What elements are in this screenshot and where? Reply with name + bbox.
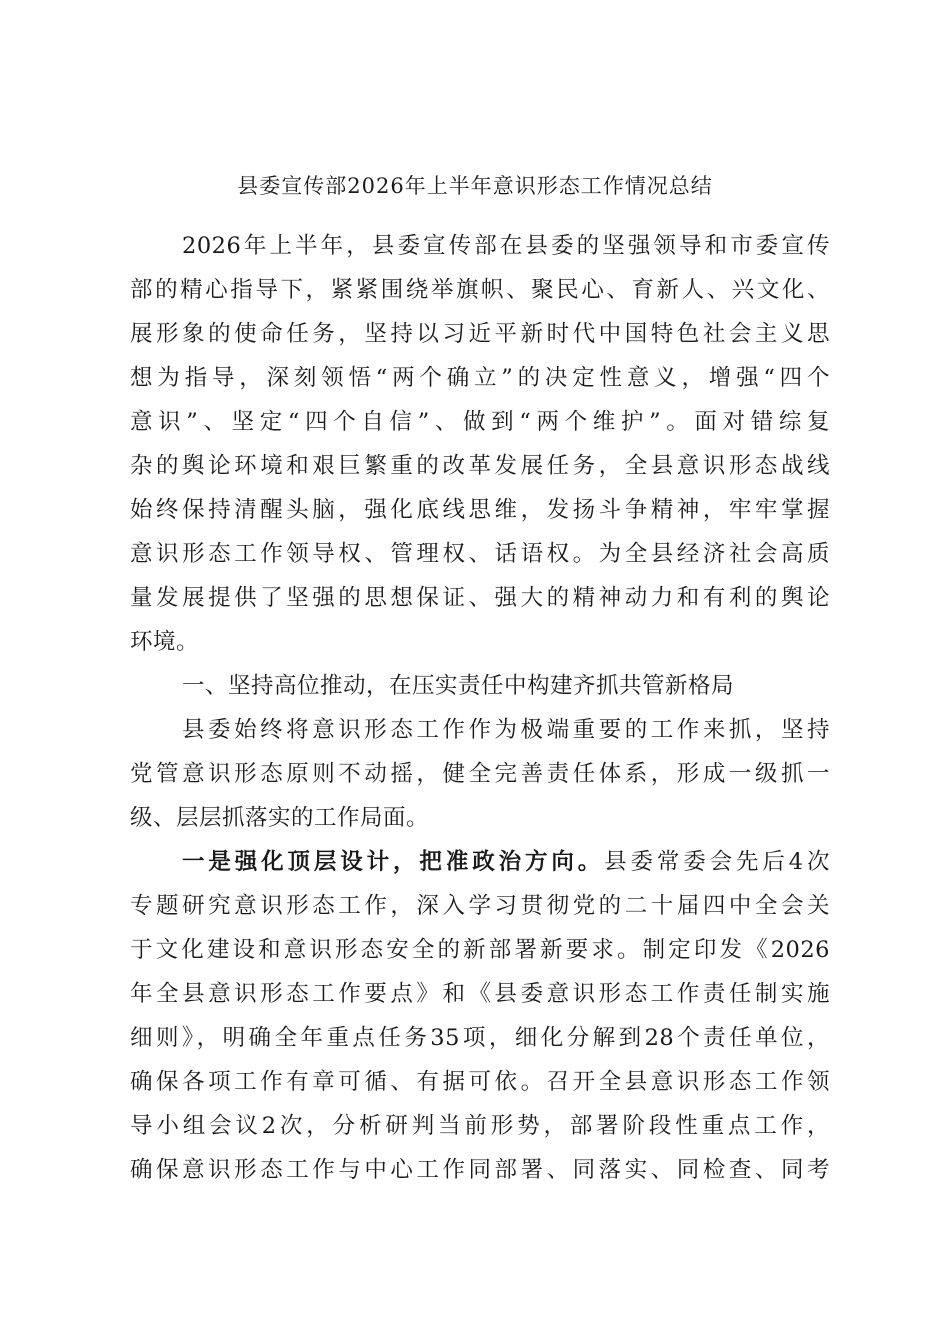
intro-line-2: 部的精心指导下，紧紧围绕举旗帜、聚民心、育新人、兴文化、 xyxy=(130,277,830,303)
section1-heading: 一、坚持高位推动，在压实责任中构建齐抓共管新格局 xyxy=(182,673,735,699)
point1-line-2: 专题研究意识形态工作，深入学习贯彻党的二十届四中全会关 xyxy=(130,893,830,919)
section1-line-1: 县委始终将意识形态工作作为极端重要的工作来抓，坚持 xyxy=(182,717,830,743)
intro-line-8: 意识形态工作领导权、管理权、话语权。为全县经济社会高质 xyxy=(130,541,830,567)
point1-first-rest: 县委常委会先后4次 xyxy=(604,849,830,875)
point1-line-7: 导小组会议2次，分析研判当前形势，部署阶段性重点工作， xyxy=(130,1113,830,1139)
intro-line-10: 环境。 xyxy=(130,629,200,655)
intro-line-6: 杂的舆论环境和艰巨繁重的改革发展任务，全县意识形态战线 xyxy=(130,453,830,479)
intro-line-3: 展形象的使命任务，坚持以习近平新时代中国特色社会主义思 xyxy=(130,321,830,347)
point1-bold-lead: 一是强化顶层设计，把准政治方向。 xyxy=(182,849,605,875)
section1-line-2: 党管意识形态原则不动摇，健全完善责任体系，形成一级抓一 xyxy=(130,761,830,787)
point1-line-5: 细则》，明确全年重点任务35项，细化分解到28个责任单位， xyxy=(130,1025,830,1051)
document-title: 县委宣传部2026年上半年意识形态工作情况总结 xyxy=(237,174,713,198)
point1-line-4: 年全县意识形态工作要点》和《县委意识形态工作责任制实施 xyxy=(130,981,830,1007)
intro-line-4: 想为指导，深刻领悟“两个确立”的决定性意义，增强“四个 xyxy=(130,365,830,391)
intro-line-7: 始终保持清醒头脑，强化底线思维，发扬斗争精神，牢牢掌握 xyxy=(130,497,830,523)
section1-line-3: 级、层层抓落实的工作局面。 xyxy=(130,805,430,831)
point1-line-8: 确保意识形态工作与中心工作同部署、同落实、同检查、同考 xyxy=(130,1157,830,1183)
intro-line-1: 2026年上半年，县委宣传部在县委的坚强领导和市委宣传 xyxy=(182,233,830,259)
intro-line-5: 意识”、坚定“四个自信”、做到“两个维护”。面对错综复 xyxy=(130,409,830,435)
point1-line-3: 于文化建设和意识形态安全的新部署新要求。制定印发《2026 xyxy=(130,937,830,963)
point1-line-6: 确保各项工作有章可循、有据可依。召开全县意识形态工作领 xyxy=(130,1069,830,1095)
point1-line-1 xyxy=(182,842,830,882)
intro-line-9: 量发展提供了坚强的思想保证、强大的精神动力和有利的舆论 xyxy=(130,585,830,611)
